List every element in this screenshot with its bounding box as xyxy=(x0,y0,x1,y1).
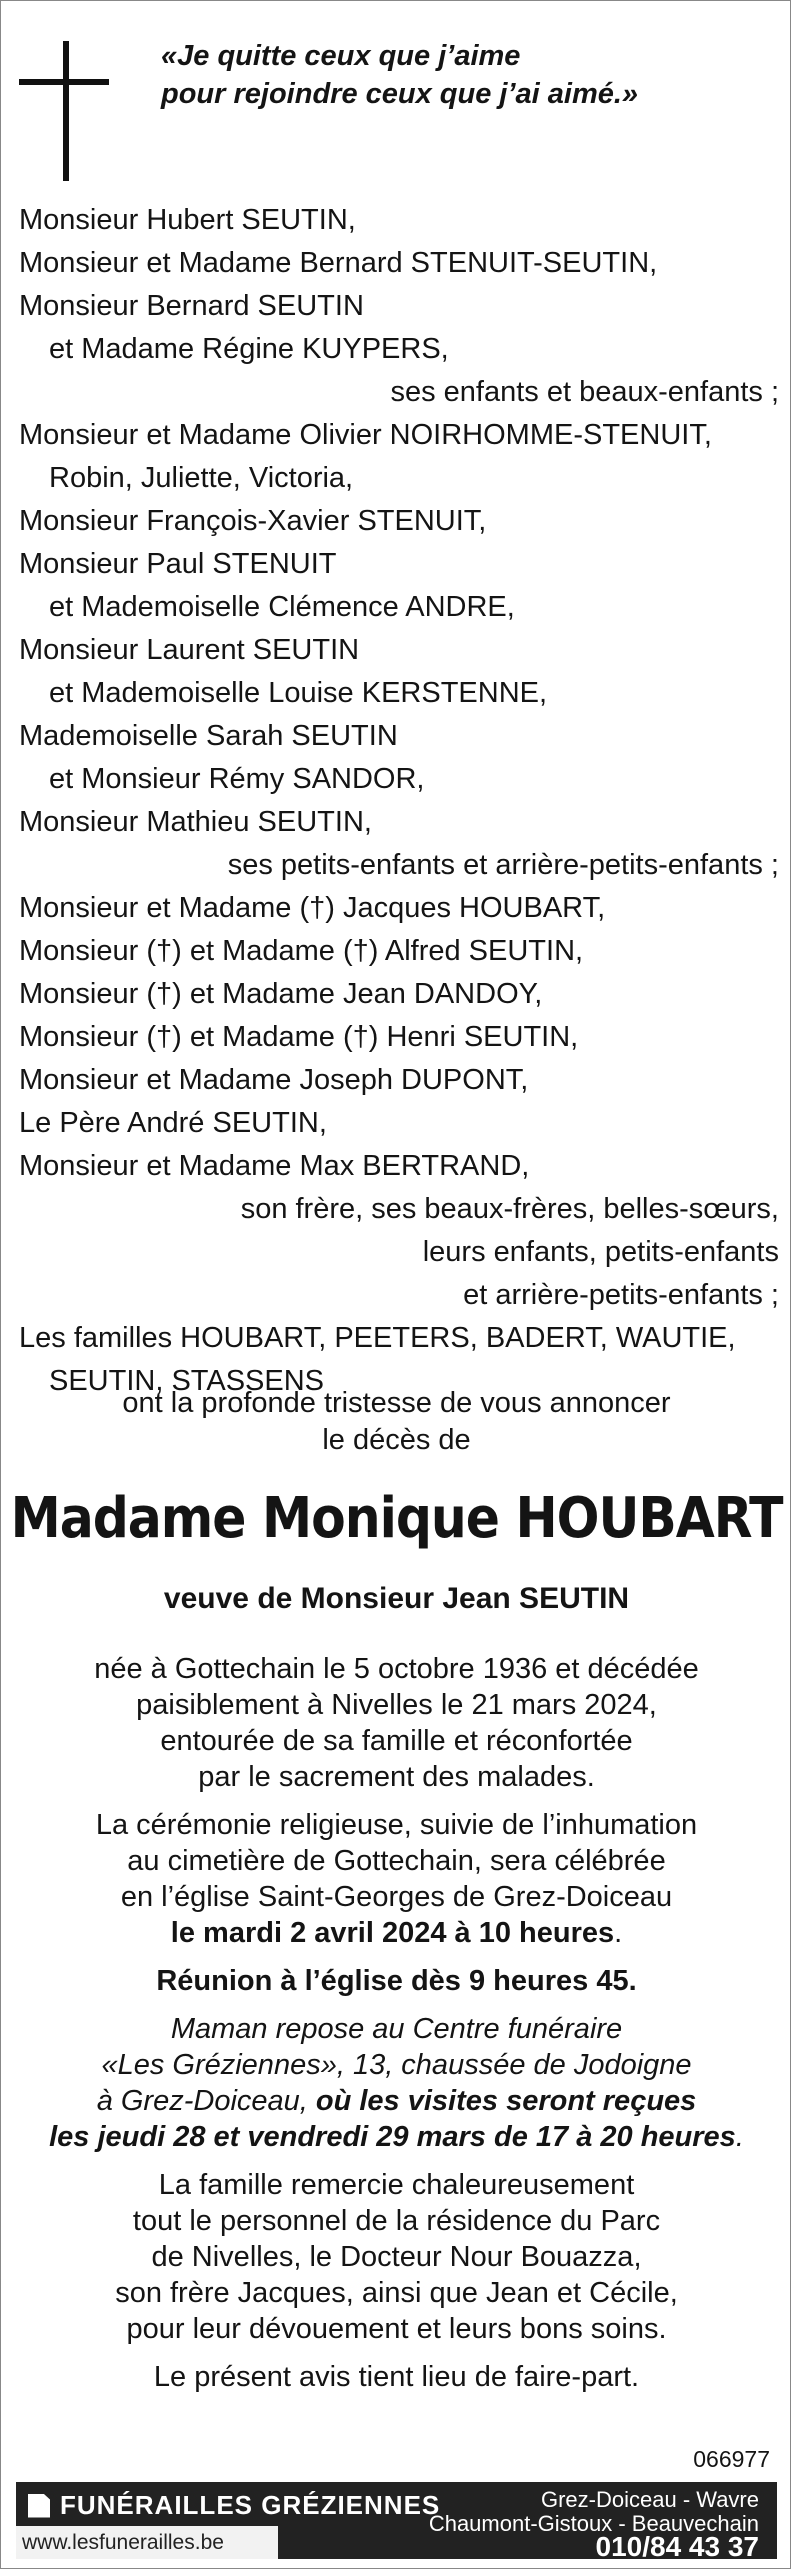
details-line xyxy=(1,1651,791,1687)
details-text: . xyxy=(735,2121,744,2153)
family-line: Monsieur François-Xavier STENUIT, xyxy=(19,505,487,537)
locations-line-2: Chaumont-Gistoux - Beauvechain xyxy=(428,2511,759,2536)
brand-logo-icon xyxy=(28,2494,50,2518)
details-text: Le présent avis tient lieu de faire-part. xyxy=(153,2361,640,2393)
paragraph-gap xyxy=(1,2347,791,2359)
details-line xyxy=(1,1915,791,1951)
details-text: paisiblement à Nivelles le 21 mars 2024, xyxy=(136,1689,657,1721)
details-text: par le sacrement des malades. xyxy=(198,1761,595,1793)
details-text: où les visites seront reçues xyxy=(315,2085,697,2117)
announcement-line-2: le décès de xyxy=(322,1424,471,1456)
locations-line-1: Grez-Doiceau - Wavre xyxy=(540,2487,759,2512)
family-line: Le Père André SEUTIN, xyxy=(19,1107,327,1139)
family-line: Mademoiselle Sarah SEUTIN xyxy=(19,720,398,752)
details-line xyxy=(1,2011,791,2047)
family-line: Monsieur Hubert SEUTIN, xyxy=(19,204,356,236)
details-line xyxy=(1,1687,791,1723)
family-line: et Madame Régine KUYPERS, xyxy=(49,333,449,365)
details-line xyxy=(1,1843,791,1879)
details-line xyxy=(1,2311,791,2347)
family-line: et Mademoiselle Clémence ANDRE, xyxy=(49,591,515,623)
details-text: en l’église Saint-Georges de Grez-Doiceau xyxy=(120,1881,673,1913)
family-line: et Monsieur Rémy SANDOR, xyxy=(49,763,425,795)
details-line xyxy=(1,1963,791,1999)
details-text: Réunion à l’église dès 9 heures 45. xyxy=(156,1965,637,1997)
family-line: et Mademoiselle Louise KERSTENNE, xyxy=(49,677,548,709)
family-line: Monsieur Laurent SEUTIN xyxy=(19,634,360,666)
details-line xyxy=(1,2275,791,2311)
paragraph-gap xyxy=(1,1999,791,2011)
details-line xyxy=(1,2167,791,2203)
paragraph-gap xyxy=(1,2155,791,2167)
reference-number: 066977 xyxy=(693,2446,770,2472)
details-text: Maman repose au Centre funéraire xyxy=(170,2013,623,2045)
details-text: pour leur dévouement et leurs bons soins. xyxy=(126,2313,667,2345)
announcement-line-1: ont la profonde tristesse de vous annoncer xyxy=(122,1387,671,1419)
epitaph-quote xyxy=(161,37,761,113)
family-line: Monsieur et Madame Max BERTRAND, xyxy=(19,1150,530,1182)
family-line: Robin, Juliette, Victoria, xyxy=(49,462,354,494)
family-line: Monsieur et Madame Joseph DUPONT, xyxy=(19,1064,529,1096)
details-line xyxy=(1,1807,791,1843)
family-line: Monsieur et Madame (†) Jacques HOUBART, xyxy=(19,892,606,924)
details-text: La famille remercie chaleureusement xyxy=(158,2169,635,2201)
family-line: ses petits-enfants et arrière-petits-enfants ; xyxy=(227,849,779,881)
details-text: «Les Gréziennes», 13, chaussée de Jodoigne xyxy=(101,2049,692,2081)
widow-of: veuve de Monsieur Jean SEUTIN xyxy=(163,1582,630,1615)
details-text: . xyxy=(614,1917,623,1949)
funeral-home-footer xyxy=(16,2482,777,2562)
deceased-name: Madame Monique HOUBART xyxy=(10,1486,783,1551)
details-line xyxy=(1,2203,791,2239)
family-line: SEUTIN, STASSENS xyxy=(49,1365,325,1397)
details-text: née à Gottechain le 5 octobre 1936 et décédée xyxy=(94,1653,699,1685)
family-line: leurs enfants, petits-enfants xyxy=(422,1236,779,1268)
paragraph-gap xyxy=(1,1795,791,1807)
quote-line-2: pour rejoindre ceux que j’ai aimé.» xyxy=(161,78,639,110)
family-line: son frère, ses beaux-frères, belles-sœurs, xyxy=(240,1193,779,1225)
family-line: Monsieur Mathieu SEUTIN, xyxy=(19,806,372,838)
family-list xyxy=(19,199,779,1403)
family-line: et arrière-petits-enfants ; xyxy=(463,1279,779,1311)
website-link[interactable]: www.lesfunerailles.be xyxy=(16,2526,278,2559)
family-line: Monsieur (†) et Madame Jean DANDOY, xyxy=(19,978,543,1010)
details-line xyxy=(1,2119,791,2155)
details-text: les jeudi 28 et vendredi 29 mars de 17 à 20 heures xyxy=(49,2121,736,2153)
details-line xyxy=(1,1879,791,1915)
details-text: à Grez-Doiceau, xyxy=(96,2085,316,2117)
paragraph-gap xyxy=(1,1951,791,1963)
brand-name: FUNÉRAILLES GRÉZIENNES xyxy=(60,2490,441,2520)
family-line: Monsieur (†) et Madame (†) Alfred SEUTIN, xyxy=(19,935,584,967)
details-line xyxy=(1,2047,791,2083)
funeral-details xyxy=(1,1651,791,2395)
details-text: son frère Jacques, ainsi que Jean et Cécile, xyxy=(115,2277,678,2309)
family-line: Les familles HOUBART, PEETERS, BADERT, WAUTIE, xyxy=(19,1322,736,1354)
quote-line-1: «Je quitte ceux que j’aime xyxy=(161,40,521,72)
details-text: entourée de sa famille et réconfortée xyxy=(160,1725,633,1757)
details-text: le mardi 2 avril 2024 à 10 heures xyxy=(170,1917,615,1949)
announcement xyxy=(1,1385,791,1459)
family-line: Monsieur (†) et Madame (†) Henri SEUTIN, xyxy=(19,1021,579,1053)
family-line: Monsieur et Madame Olivier NOIRHOMME-STENUIT, xyxy=(19,419,712,451)
details-text: La cérémonie religieuse, suivie de l’inhumation xyxy=(95,1809,698,1841)
details-text: de Nivelles, le Docteur Nour Bouazza, xyxy=(151,2241,642,2273)
family-line: ses enfants et beaux-enfants ; xyxy=(390,376,779,408)
family-line: Monsieur Bernard SEUTIN xyxy=(19,290,364,322)
family-line: Monsieur et Madame Bernard STENUIT-SEUTIN, xyxy=(19,247,658,279)
details-text: au cimetière de Gottechain, sera célébrée xyxy=(127,1845,666,1877)
phone-number[interactable]: 010/84 43 37 xyxy=(595,2531,759,2562)
details-line xyxy=(1,2083,791,2119)
cross-icon xyxy=(1,1,121,191)
family-line: Monsieur Paul STENUIT xyxy=(19,548,337,580)
brand xyxy=(28,2490,440,2521)
details-line xyxy=(1,2359,791,2395)
details-text: tout le personnel de la résidence du Parc xyxy=(132,2205,661,2237)
details-line xyxy=(1,2239,791,2275)
details-line xyxy=(1,1723,791,1759)
details-line xyxy=(1,1759,791,1795)
